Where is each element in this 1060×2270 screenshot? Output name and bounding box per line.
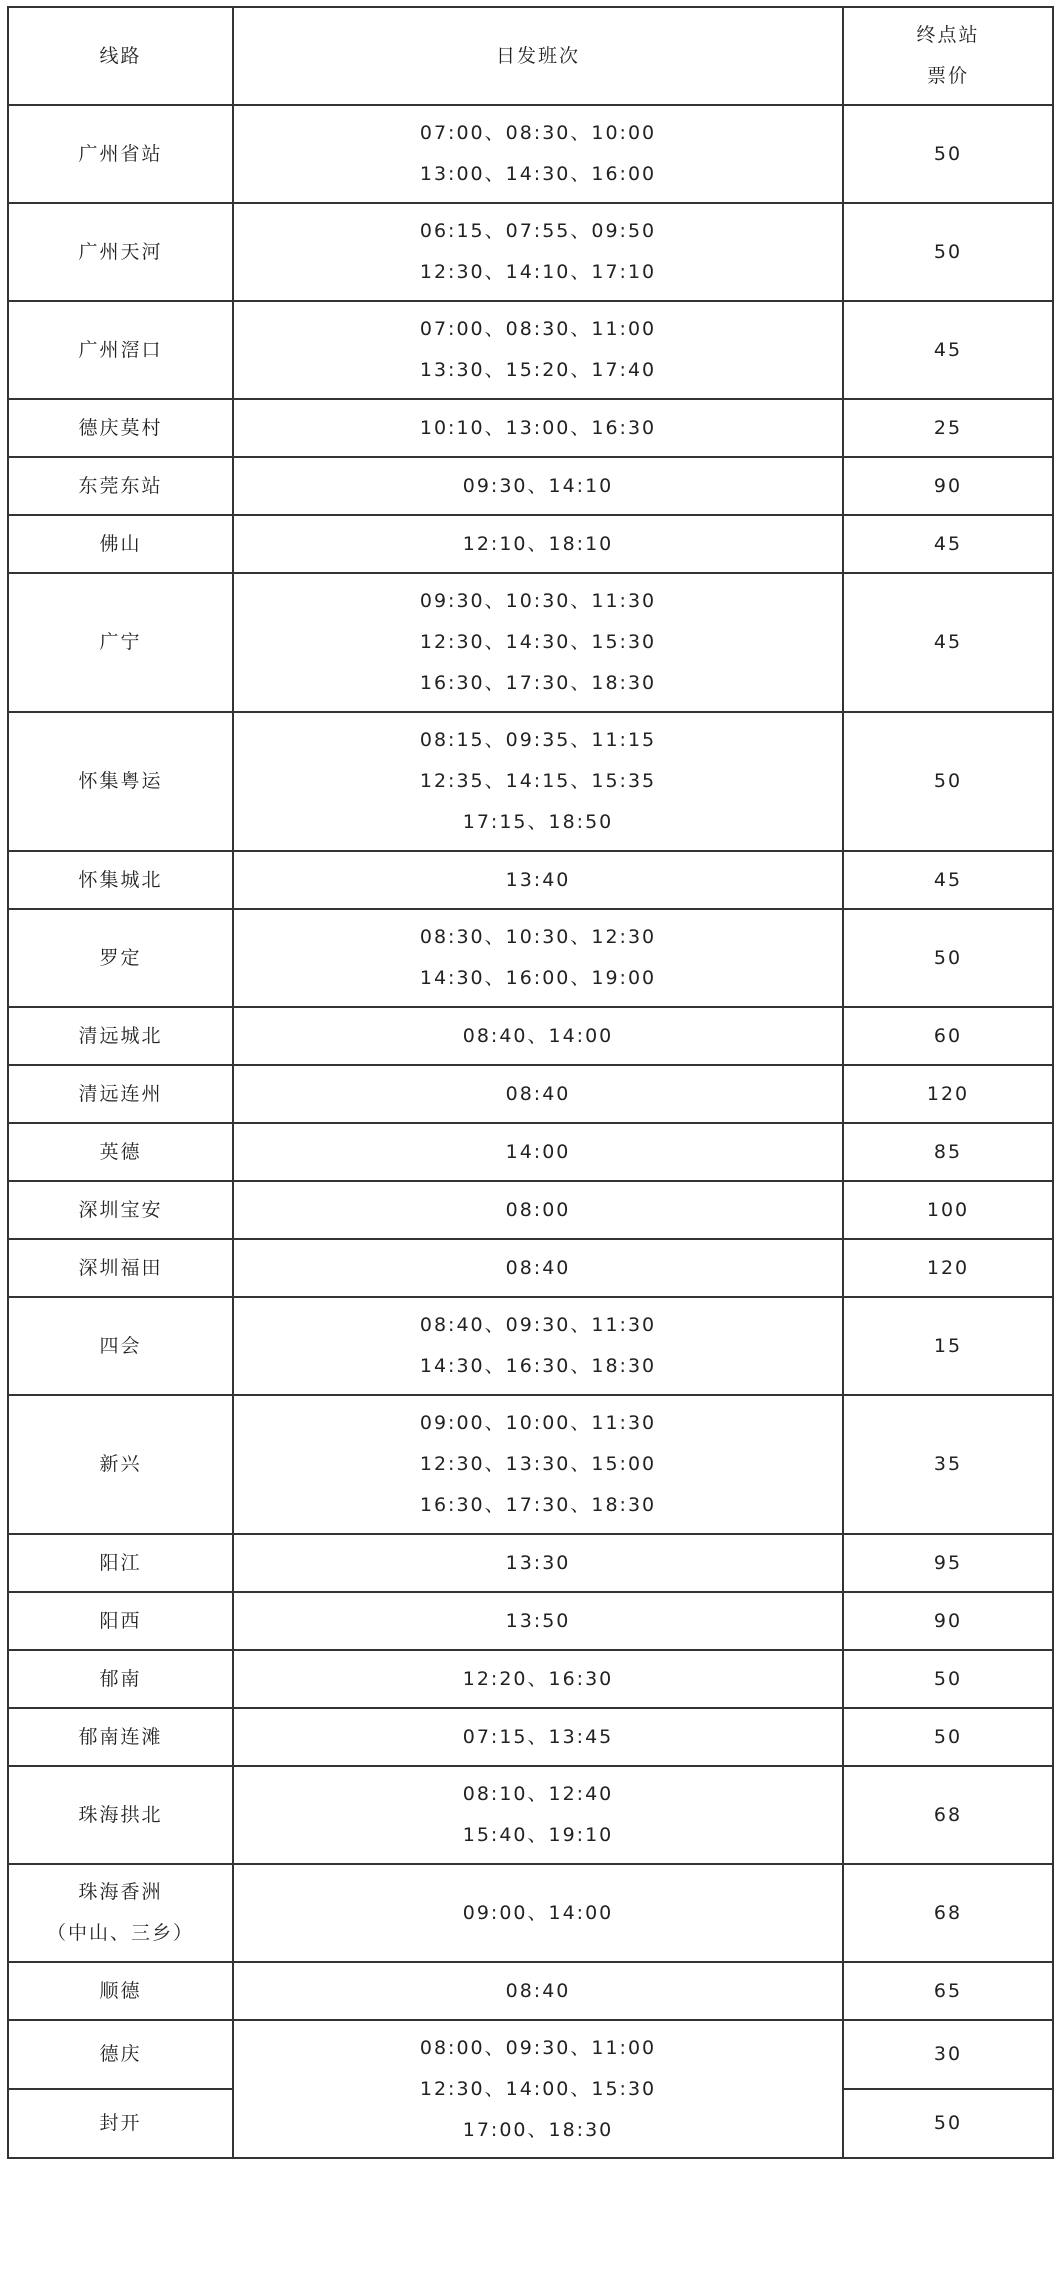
table-row bbox=[8, 399, 1053, 457]
route-cell bbox=[8, 105, 233, 203]
route-name: 东莞东站 bbox=[78, 474, 163, 497]
route-name: （中山、三乡） bbox=[46, 1922, 194, 1944]
route-cell bbox=[8, 203, 233, 301]
times-cell bbox=[233, 1123, 843, 1181]
departure-times: 08:40 bbox=[505, 1256, 571, 1279]
route-cell bbox=[8, 1766, 233, 1864]
departure-times: 08:40、14:00 bbox=[462, 1024, 614, 1047]
departure-times: 08:40 bbox=[505, 1979, 571, 2002]
departure-times: 12:20、16:30 bbox=[462, 1667, 614, 1690]
times-cell bbox=[233, 1297, 843, 1395]
price-cell: 95 bbox=[843, 1534, 1053, 1592]
price-cell: 120 bbox=[843, 1239, 1053, 1297]
times-cell bbox=[233, 203, 843, 301]
departure-times: 17:00、18:30 bbox=[462, 2118, 614, 2141]
price-cell: 45 bbox=[843, 301, 1053, 399]
times-cell bbox=[233, 1065, 843, 1123]
table-row bbox=[8, 1708, 1053, 1766]
route-cell bbox=[8, 1650, 233, 1708]
table-row bbox=[8, 515, 1053, 573]
table-row bbox=[8, 203, 1053, 301]
route-name: 罗定 bbox=[99, 946, 142, 969]
header-row bbox=[8, 7, 1053, 105]
times-cell bbox=[233, 301, 843, 399]
departure-times: 07:15、13:45 bbox=[462, 1725, 614, 1748]
departure-times: 13:50 bbox=[505, 1609, 571, 1632]
times-cell bbox=[233, 1766, 843, 1864]
route-cell: 封开 bbox=[8, 2089, 233, 2158]
price-cell: 120 bbox=[843, 1065, 1053, 1123]
price-cell: 90 bbox=[843, 457, 1053, 515]
route-name: 阳江 bbox=[99, 1551, 142, 1574]
table-row bbox=[8, 1297, 1053, 1395]
route-cell bbox=[8, 457, 233, 515]
schedule-body bbox=[8, 7, 1053, 2158]
route-name: 新兴 bbox=[99, 1453, 142, 1475]
bus-schedule-table bbox=[7, 6, 1054, 2159]
departure-times: 08:40、09:30、11:30 bbox=[419, 1314, 657, 1336]
times-cell bbox=[233, 1395, 843, 1534]
route-name: 深圳福田 bbox=[78, 1256, 163, 1279]
departure-times: 07:00、08:30、11:00 bbox=[419, 318, 657, 340]
departure-times: 12:30、13:30、15:00 bbox=[419, 1453, 657, 1475]
departure-times: 12:30、14:30、15:30 bbox=[419, 631, 657, 653]
route-cell bbox=[8, 909, 233, 1007]
price-cell: 15 bbox=[843, 1297, 1053, 1395]
price-cell: 30 bbox=[843, 2020, 1053, 2089]
price-cell: 45 bbox=[843, 515, 1053, 573]
times-cell bbox=[233, 1962, 843, 2020]
table-row bbox=[8, 712, 1053, 851]
route-name: 广州天河 bbox=[78, 240, 163, 263]
departure-times: 17:15、18:50 bbox=[462, 811, 614, 833]
table-row bbox=[8, 2020, 1053, 2089]
price-cell: 60 bbox=[843, 1007, 1053, 1065]
route-cell bbox=[8, 1065, 233, 1123]
departure-times: 13:30 bbox=[505, 1551, 571, 1574]
route-cell bbox=[8, 1534, 233, 1592]
price-cell: 50 bbox=[843, 1650, 1053, 1708]
times-cell bbox=[233, 399, 843, 457]
route-cell bbox=[8, 1123, 233, 1181]
times-cell bbox=[233, 1708, 843, 1766]
route-name: 郁南 bbox=[99, 1667, 142, 1690]
price-cell: 25 bbox=[843, 399, 1053, 457]
table-row bbox=[8, 1181, 1053, 1239]
route-cell bbox=[8, 1181, 233, 1239]
table-row bbox=[8, 1123, 1053, 1181]
route-name: 佛山 bbox=[99, 532, 142, 555]
table-row bbox=[8, 301, 1053, 399]
route-name: 阳西 bbox=[99, 1609, 142, 1632]
route-cell bbox=[8, 851, 233, 909]
times-cell bbox=[233, 1592, 843, 1650]
price-cell: 50 bbox=[843, 203, 1053, 301]
route-name: 郁南连滩 bbox=[78, 1725, 163, 1748]
route-cell bbox=[8, 1864, 233, 1962]
times-cell bbox=[233, 1007, 843, 1065]
departure-times: 09:00、10:00、11:30 bbox=[419, 1412, 657, 1434]
price-cell: 50 bbox=[843, 2089, 1053, 2158]
route-name: 怀集城北 bbox=[78, 868, 163, 891]
departure-times: 14:30、16:00、19:00 bbox=[419, 967, 657, 989]
route-cell bbox=[8, 1297, 233, 1395]
departure-times: 13:30、15:20、17:40 bbox=[419, 359, 657, 381]
times-cell bbox=[233, 909, 843, 1007]
departure-times: 16:30、17:30、18:30 bbox=[419, 1494, 657, 1516]
departure-times: 08:30、10:30、12:30 bbox=[419, 926, 657, 948]
times-cell bbox=[233, 2020, 843, 2158]
times-cell bbox=[233, 573, 843, 712]
price-cell: 50 bbox=[843, 909, 1053, 1007]
price-cell: 50 bbox=[843, 1708, 1053, 1766]
table-row bbox=[8, 1650, 1053, 1708]
times-cell bbox=[233, 457, 843, 515]
departure-times: 08:00、09:30、11:00 bbox=[419, 2036, 657, 2059]
price-cell: 90 bbox=[843, 1592, 1053, 1650]
route-name: 英德 bbox=[99, 1140, 142, 1163]
route-name: 珠海香洲 bbox=[78, 1881, 163, 1903]
table-row bbox=[8, 1766, 1053, 1864]
route-cell bbox=[8, 1007, 233, 1065]
departure-times: 13:00、14:30、16:00 bbox=[419, 163, 657, 185]
departure-times: 08:00 bbox=[505, 1198, 571, 1221]
route-name: 清远连州 bbox=[78, 1082, 163, 1105]
table-row bbox=[8, 851, 1053, 909]
table-row bbox=[8, 909, 1053, 1007]
table-row bbox=[8, 1395, 1053, 1534]
times-cell bbox=[233, 515, 843, 573]
table-row bbox=[8, 1239, 1053, 1297]
price-cell: 85 bbox=[843, 1123, 1053, 1181]
table-row bbox=[8, 105, 1053, 203]
header-times: 日发班次 bbox=[233, 7, 843, 105]
times-cell bbox=[233, 1181, 843, 1239]
table-row bbox=[8, 573, 1053, 712]
table-row bbox=[8, 1534, 1053, 1592]
departure-times: 14:30、16:30、18:30 bbox=[419, 1355, 657, 1377]
price-cell: 68 bbox=[843, 1864, 1053, 1962]
route-name: 德庆莫村 bbox=[78, 416, 163, 439]
times-cell bbox=[233, 851, 843, 909]
departure-times: 08:15、09:35、11:15 bbox=[419, 729, 657, 751]
route-name: 顺德 bbox=[99, 1979, 142, 2002]
route-cell bbox=[8, 301, 233, 399]
price-cell: 100 bbox=[843, 1181, 1053, 1239]
route-cell bbox=[8, 1962, 233, 2020]
route-name: 广州省站 bbox=[78, 142, 163, 165]
departure-times: 08:40 bbox=[505, 1082, 571, 1105]
table-row bbox=[8, 1007, 1053, 1065]
route-cell bbox=[8, 1395, 233, 1534]
price-cell: 50 bbox=[843, 712, 1053, 851]
departure-times: 12:10、18:10 bbox=[462, 532, 614, 555]
departure-times: 15:40、19:10 bbox=[462, 1824, 614, 1846]
route-name: 怀集粤运 bbox=[78, 770, 163, 792]
route-cell bbox=[8, 712, 233, 851]
times-cell bbox=[233, 1864, 843, 1962]
route-cell bbox=[8, 573, 233, 712]
route-name: 深圳宝安 bbox=[78, 1198, 163, 1221]
departure-times: 09:30、10:30、11:30 bbox=[419, 590, 657, 612]
departure-times: 14:00 bbox=[505, 1140, 571, 1163]
header-route: 线路 bbox=[8, 7, 233, 105]
times-cell bbox=[233, 712, 843, 851]
departure-times: 09:30、14:10 bbox=[462, 474, 614, 497]
table-row bbox=[8, 1592, 1053, 1650]
price-cell: 65 bbox=[843, 1962, 1053, 2020]
departure-times: 06:15、07:55、09:50 bbox=[419, 220, 657, 242]
departure-times: 09:00、14:00 bbox=[462, 1901, 614, 1924]
route-name: 珠海拱北 bbox=[78, 1803, 163, 1826]
header-price bbox=[843, 7, 1053, 105]
table-row bbox=[8, 457, 1053, 515]
route-cell: 德庆 bbox=[8, 2020, 233, 2089]
times-cell bbox=[233, 1650, 843, 1708]
header-price-line: 票价 bbox=[926, 65, 969, 87]
departure-times: 13:40 bbox=[505, 868, 571, 891]
times-cell bbox=[233, 105, 843, 203]
departure-times: 10:10、13:00、16:30 bbox=[419, 416, 657, 439]
route-name: 清远城北 bbox=[78, 1024, 163, 1047]
departure-times: 12:30、14:00、15:30 bbox=[419, 2077, 657, 2100]
price-cell: 35 bbox=[843, 1395, 1053, 1534]
route-cell bbox=[8, 515, 233, 573]
table-row bbox=[8, 1864, 1053, 1962]
header-price-line: 终点站 bbox=[916, 24, 980, 46]
route-cell bbox=[8, 1708, 233, 1766]
route-name: 四会 bbox=[99, 1334, 142, 1357]
departure-times: 16:30、17:30、18:30 bbox=[419, 672, 657, 694]
price-cell: 50 bbox=[843, 105, 1053, 203]
price-cell: 45 bbox=[843, 851, 1053, 909]
departure-times: 08:10、12:40 bbox=[462, 1783, 614, 1805]
departure-times: 07:00、08:30、10:00 bbox=[419, 122, 657, 144]
table-row bbox=[8, 1065, 1053, 1123]
route-name: 广州滘口 bbox=[78, 338, 163, 361]
times-cell bbox=[233, 1239, 843, 1297]
route-name: 广宁 bbox=[99, 631, 142, 653]
route-cell bbox=[8, 399, 233, 457]
departure-times: 12:35、14:15、15:35 bbox=[419, 770, 657, 792]
departure-times: 12:30、14:10、17:10 bbox=[419, 261, 657, 283]
table-row bbox=[8, 1962, 1053, 2020]
price-cell: 45 bbox=[843, 573, 1053, 712]
route-cell bbox=[8, 1592, 233, 1650]
price-cell: 68 bbox=[843, 1766, 1053, 1864]
route-cell bbox=[8, 1239, 233, 1297]
times-cell bbox=[233, 1534, 843, 1592]
